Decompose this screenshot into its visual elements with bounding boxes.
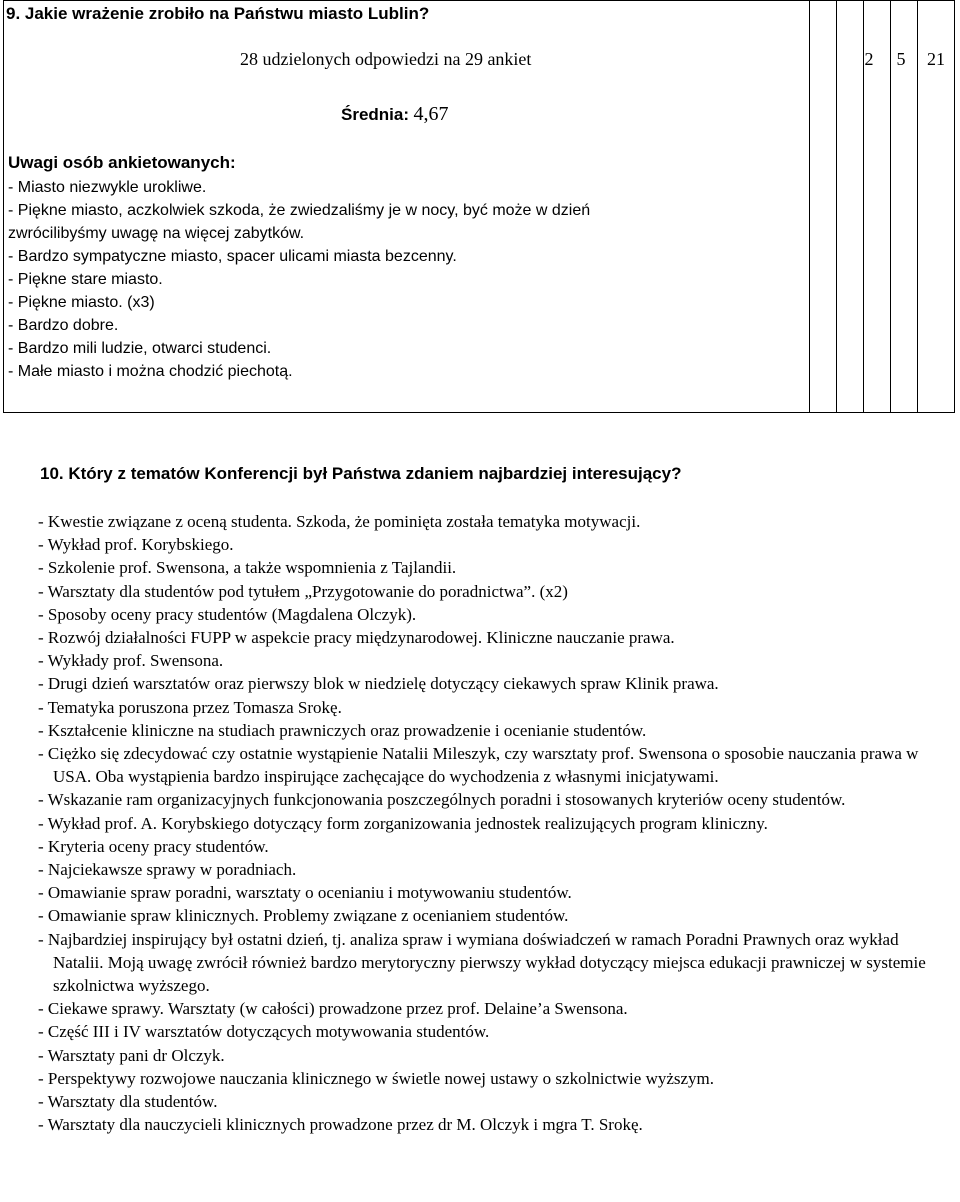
answer-item: - Kwestie związane z oceną studenta. Szkoda, że pominięta została tematyka motywacji. — [38, 512, 641, 531]
average-label: Średnia: — [341, 105, 410, 124]
q9-response-count: 28 udzielonych odpowiedzi na 29 ankiet — [240, 49, 532, 69]
remark-line: - Bardzo mili ludzie, otwarci studenci. — [8, 340, 272, 357]
remark-line: zwrócilibyśmy uwagę na więcej zabytków. — [8, 225, 305, 242]
answer-item: - Drugi dzień warsztatów oraz pierwszy blok w niedzielę dotyczący ciekawych spraw Klinik prawa. — [38, 674, 719, 694]
question-9-title: 9. Jakie wrażenie zrobiło na Państwu miasto Lublin? — [6, 4, 430, 23]
remark-line: - Piękne stare miasto. — [8, 271, 163, 288]
answer-item: - Tematyka poruszona przez Tomasza Srokę. — [38, 697, 342, 717]
answer-item: - Warsztaty pani dr Olczyk. — [38, 1045, 225, 1065]
answer-item: - Część III i IV warsztatów dotyczących motywowania studentów. — [38, 1022, 490, 1042]
answer-item: - Warsztaty dla studentów. — [38, 1092, 218, 1112]
remark-line: - Bardzo sympatyczne miasto, spacer ulicami miasta bezcenny. — [8, 248, 457, 265]
answer-item: - Omawianie spraw klinicznych. Problemy związane z ocenianiem studentów. — [38, 906, 569, 926]
remark-line: - Bardzo dobre. — [8, 317, 119, 334]
q9-remarks-list — [8, 176, 798, 383]
remark-line: - Piękne miasto, aczkolwiek szkoda, że zwiedzaliśmy je w nocy, być może w dzień — [8, 202, 591, 219]
answer-item: - Kryteria oceny pracy studentów. — [38, 836, 269, 856]
average-value: 4,67 — [413, 103, 449, 125]
table-column-divider — [917, 1, 918, 412]
answer-item: - Wskazanie ram organizacyjnych funkcjonowania poszczególnych poradni i stosowanych kryteriów oceny studentów. — [38, 790, 846, 810]
question-10-title: 10. Który z tematów Konferencji był Państwa zdaniem najbardziej interesujący? — [40, 464, 682, 483]
q9-average — [341, 103, 449, 126]
remark-line: - Piękne miasto. (x3) — [8, 294, 155, 311]
table-column-divider — [809, 1, 810, 412]
answer-item: - Szkolenie prof. Swensona, a także wspomnienia z Tajlandii. — [38, 558, 457, 578]
answer-item: - Omawianie spraw poradni, warsztaty o ocenianiu i motywowaniu studentów. — [38, 883, 572, 903]
answer-item: - Sposoby oceny pracy studentów (Magdalena Olczyk). — [38, 604, 417, 624]
table-column-divider — [836, 1, 837, 412]
answer-item: - Ciekawe sprawy. Warsztaty (w całości) prowadzone przez prof. Delaine’a Swensona. — [38, 999, 628, 1019]
answer-item: - Najbardziej inspirujący był ostatni dzień, tj. analiza spraw i wymiana doświadczeń w ramach Poradni Prawnych oraz wykład Natalii. Moją uwagę zwrócił również bardzo merytoryczny pierwszy wykład dotyczący miejsca edukacji prawniczej w systemie szkolnictwa wyższego. — [38, 929, 926, 996]
answer-item: - Perspektywy rozwojowe nauczania klinicznego w świetle nowej ustawy o szkolnictwie wyższym. — [38, 1068, 715, 1088]
answer-item: - Wykład prof. A. Korybskiego dotyczący form zorganizowania jednostek realizujących program kliniczny. — [38, 813, 768, 833]
q10-answers-list — [38, 510, 943, 1136]
answer-item: - Ciężko się zdecydować czy ostatnie wystąpienie Natalii Mileszyk, czy warsztaty prof. Swensona o sposobie nauczania prawa w USA. Oba wystąpienia bardzo inspirujące zachęcające do wychodzenia z własnymi inicjatywami. — [38, 744, 919, 787]
q9-stat-value: 21 — [927, 49, 945, 69]
answer-item: - Najciekawsze sprawy w poradniach. — [38, 860, 297, 880]
answer-item: - Wykłady prof. Swensona. — [38, 651, 224, 671]
answer-item: - Warsztaty dla studentów pod tytułem „Przygotowanie do poradnictwa”. (x2) — [38, 581, 568, 601]
remark-line: - Małe miasto i można chodzić piechotą. — [8, 363, 293, 380]
answer-item: - Rozwój działalności FUPP w aspekcie pracy międzynarodowej. Kliniczne nauczanie prawa. — [38, 628, 675, 648]
q9-stat-value: 5 — [896, 49, 906, 69]
answer-item: - Wykład prof. Korybskiego. — [38, 535, 234, 555]
remark-line: - Miasto niezwykle urokliwe. — [8, 179, 207, 196]
q9-stat-value: 2 — [864, 49, 874, 69]
answer-item: - Kształcenie kliniczne na studiach prawniczych oraz prowadzenie i ocenianie studentów. — [38, 720, 647, 740]
answer-item: - Warsztaty dla nauczycieli klinicznych prowadzone przez dr M. Olczyk i mgra T. Srokę. — [38, 1115, 643, 1135]
q9-remarks-heading: Uwagi osób ankietowanych: — [8, 153, 236, 172]
